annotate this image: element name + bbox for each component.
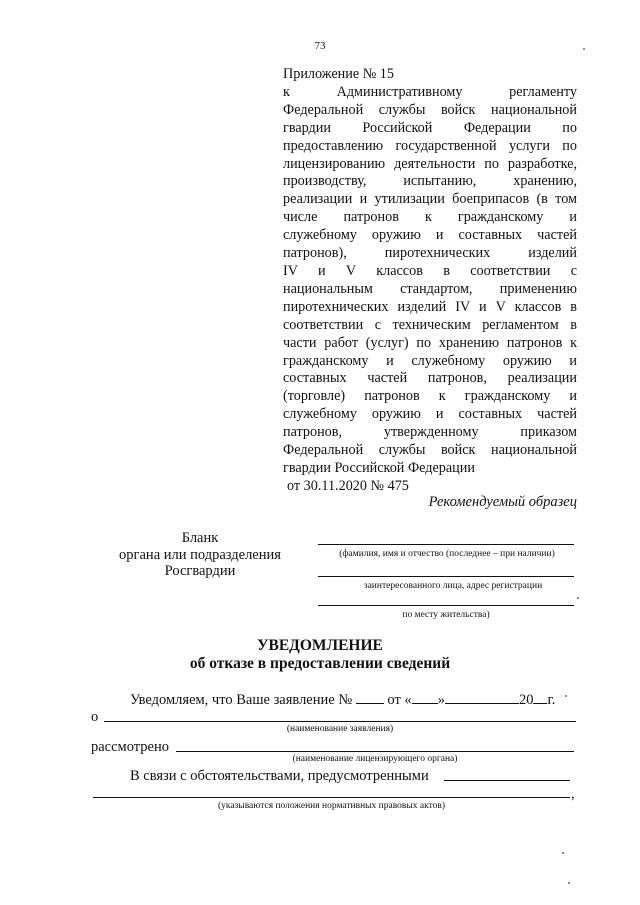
year-field[interactable] <box>533 691 547 704</box>
considered-label: рассмотрено <box>91 739 170 755</box>
recipient-residence-field[interactable] <box>318 605 574 606</box>
appendix-line: патронов, утвержденному приказом <box>283 424 577 441</box>
comma: , <box>571 786 575 802</box>
appendix-date: от 30.11.2020 № 475 <box>287 477 409 494</box>
recipient-name-caption: (фамилия, имя и отчество (последнее – при наличии) <box>339 549 555 559</box>
scan-speck <box>577 597 579 599</box>
appendix-line: реализации и утилизации боеприпасов (в том <box>283 191 577 208</box>
application-number-field[interactable] <box>356 691 384 704</box>
appendix-line: гражданскому и служебному оружию и <box>283 352 577 369</box>
notice-subtitle: об отказе в предоставлении сведений <box>189 655 451 672</box>
appendix-line: производству, испытанию, хранению, <box>283 173 577 190</box>
appendix-line: гвардии Российской Федерации <box>283 459 475 476</box>
scan-speck <box>565 695 567 697</box>
appendix-header <box>283 66 577 496</box>
recipient-address-field[interactable] <box>318 576 574 577</box>
circumstances-field-start[interactable] <box>444 780 570 781</box>
letterhead-line: Бланк <box>181 530 219 546</box>
letterhead-block <box>100 530 300 580</box>
notify-text: Уведомляем, что Ваше заявление № <box>130 692 353 708</box>
appendix-line: соответствии с техническим регламентом в <box>283 316 577 333</box>
from-text: от « <box>387 692 412 708</box>
letterhead-line: Росгвардии <box>164 563 236 579</box>
recommended-sample-label: Рекомендуемый образец <box>428 494 577 510</box>
appendix-line: числе патронов к гражданскому и <box>283 209 577 226</box>
scan-speck <box>568 882 570 884</box>
notice-sentence <box>130 691 555 709</box>
year-prefix: 20 <box>518 692 534 708</box>
appendix-line: Федеральной службы войск национальной <box>283 101 577 118</box>
appendix-line: предоставлению государственной услуги по <box>283 137 577 154</box>
licensing-authority-field[interactable] <box>176 751 574 752</box>
quote-close: » <box>437 692 445 708</box>
application-name-field[interactable] <box>104 721 576 722</box>
month-field[interactable] <box>445 691 519 704</box>
about-label: о <box>91 709 99 725</box>
appendix-line: национальным стандартом, применению <box>283 280 577 297</box>
appendix-line: (торговле) патронов к гражданскому и <box>283 388 577 405</box>
appendix-line: лицензированию деятельности по разработке, <box>283 155 577 172</box>
circumstances-text: В связи с обстоятельствами, предусмотренными <box>130 768 429 784</box>
recipient-name-field[interactable] <box>318 544 574 545</box>
application-name-caption: (наименование заявления) <box>286 724 394 734</box>
appendix-line: служебному оружию и составных частей <box>283 227 577 244</box>
letterhead-line: органа или подразделения <box>119 546 281 563</box>
scan-speck <box>562 852 564 854</box>
licensing-authority-caption: (наименование лицензирующего органа) <box>292 754 458 764</box>
appendix-line: к Административному регламенту <box>283 83 577 100</box>
notice-title: УВЕДОМЛЕНИЕ <box>257 637 383 654</box>
appendix-line: составных частей патронов, реализации <box>283 370 577 387</box>
appendix-line: части работ (услуг) по хранению патронов к <box>283 334 577 351</box>
appendix-line: IV и V классов в соответствии с <box>283 262 577 279</box>
appendix-line: патронов), пиротехнических изделий <box>283 245 577 262</box>
year-suffix: г. <box>547 692 556 708</box>
page-number: 73 <box>314 40 326 52</box>
day-field[interactable] <box>412 691 438 704</box>
appendix-line: служебному оружию и составных частей <box>283 406 577 423</box>
appendix-line: гвардии Российской Федерации по <box>283 119 577 136</box>
appendix-line: Федеральной службы войск национальной <box>283 442 577 459</box>
appendix-line: пиротехнических изделий IV и V классов в <box>283 298 577 315</box>
recipient-residence-caption: по месту жительства) <box>402 610 490 620</box>
legal-acts-field[interactable] <box>93 797 570 798</box>
scan-speck <box>583 48 585 50</box>
appendix-title: Приложение № 15 <box>283 66 394 82</box>
legal-acts-caption: (указываются положения нормативных правовых актов) <box>217 801 446 811</box>
recipient-address-caption: заинтересованного лица, адрес регистрации <box>363 581 543 591</box>
